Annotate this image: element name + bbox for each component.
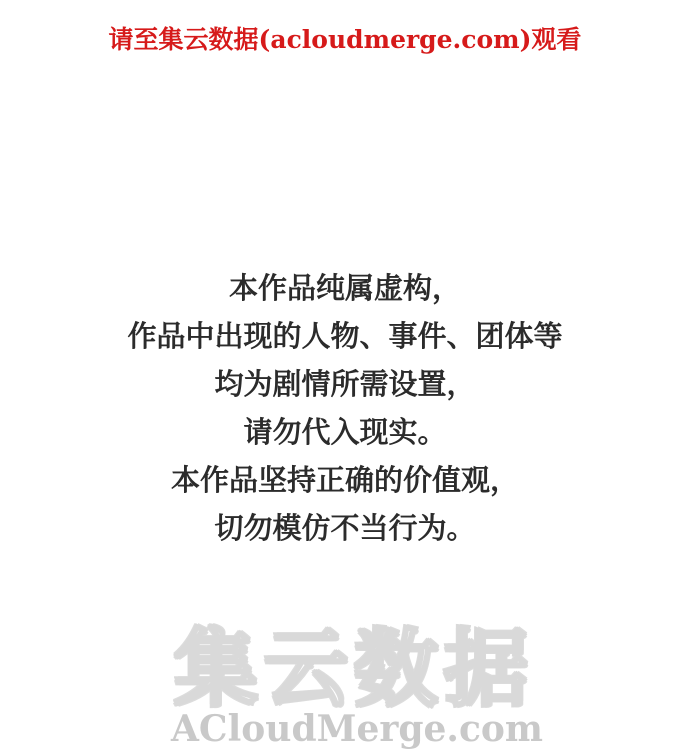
top-notice-text: 请至集云数据(acloudmerge.com)观看 [108, 25, 582, 54]
watermark [0, 620, 690, 750]
disclaimer-line: 本作品纯属虚构， [228, 273, 461, 305]
disclaimer-line: 切勿模仿不当行为。 [214, 513, 476, 545]
disclaimer-line: 均为剧情所需设置， [214, 369, 476, 401]
watermark-english-text: ACloudMerge.com [171, 708, 543, 750]
disclaimer-line: 请勿代入现实。 [243, 417, 447, 449]
disclaimer-block [0, 265, 690, 553]
watermark-chinese-text: 集云数据 [173, 620, 534, 718]
disclaimer-line: 作品中出现的人物、事件、团体等 [127, 321, 563, 353]
disclaimer-line: 本作品坚持正确的价值观， [170, 465, 519, 497]
